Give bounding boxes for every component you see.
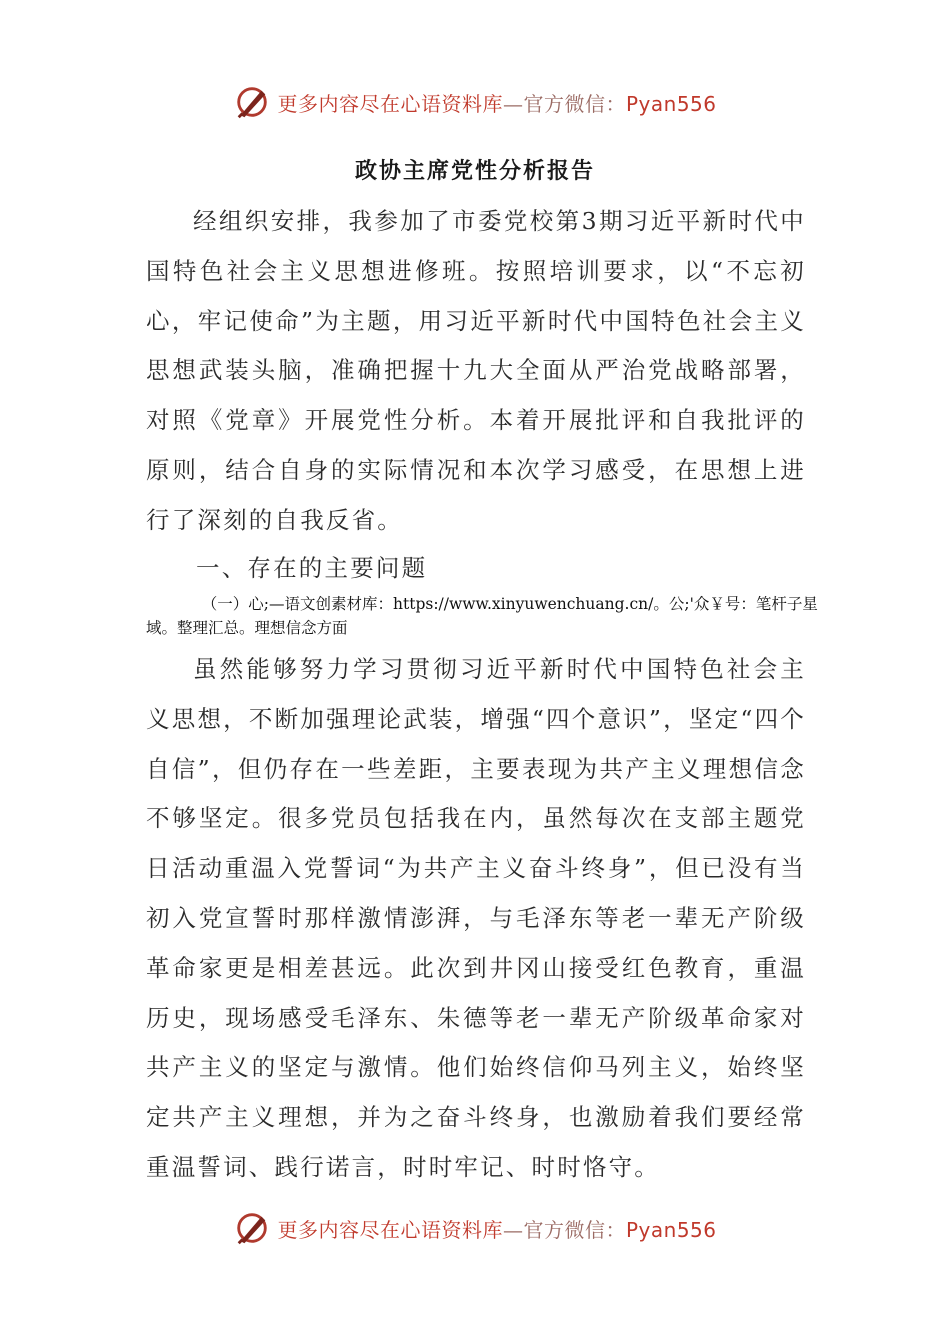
quill-pen-logo-icon xyxy=(233,1209,271,1247)
banner-wechat-label: 官方微信： xyxy=(523,1217,626,1242)
banner-main-text: 更多内容尽在心语资料库 xyxy=(277,91,503,116)
subsection-heading: （一）心;—语文创素材库：https://www.xinyuwenchuang.cn/。公;'众￥号：笔杆子星域。整理汇总。理想信念方面 xyxy=(146,595,818,637)
banner-wechat-label: 官方微信： xyxy=(523,91,626,116)
banner-wechat-id: Pyan556 xyxy=(625,91,717,116)
banner-text xyxy=(277,88,716,117)
banner-dash: — xyxy=(502,1217,524,1242)
banner-dash: — xyxy=(502,91,524,116)
footer-watermark-banner xyxy=(0,1208,950,1248)
paragraph-intro: 经组织安排，我参加了市委党校第3期习近平新时代中国特色社会主义思想进修班。按照培训要求，以“不忘初心，牢记使命”为主题，用习近平新时代中国特色社会主义思想武装头脑，准确把握十九大全面从严治党战略部署，对照《党章》开展党性分析。本着开展批评和自我批评的原则，结合自身的实际情况和本次学习感受，在思想上进行了深刻的自我反省。 xyxy=(146,207,806,534)
banner-main-text: 更多内容尽在心语资料库 xyxy=(277,1217,503,1242)
paragraph-ideals: 虽然能够努力学习贯彻习近平新时代中国特色社会主义思想，不断加强理论武装，增强“四个意识”，坚定“四个自信”，但仍存在一些差距，主要表现为共产主义理想信念不够坚定。很多党员包括我在内，虽然每次在支部主题党日活动重温入党誓词“为共产主义奋斗终身”，但已没有当初入党宣誓时那样激情澎湃，与毛泽东等老一辈无产阶级革命家更是相差甚远。此次到井冈山接受红色教育，重温历史，现场感受毛泽东、朱德等老一辈无产阶级革命家对共产主义的坚定与激情。他们始终信仰马列主义，始终坚定共产主义理想，并为之奋斗终身，也激励着我们要经常重温誓词、践行诺言，时时牢记、时时恪守。 xyxy=(146,655,806,1181)
banner-text xyxy=(277,1214,716,1243)
header-watermark-banner xyxy=(0,82,950,122)
document-title: 政协主席党性分析报告 xyxy=(354,158,595,184)
section-heading: 一、存在的主要问题 xyxy=(196,554,428,582)
banner-wechat-id: Pyan556 xyxy=(625,1217,717,1242)
quill-pen-logo-icon xyxy=(233,83,271,121)
